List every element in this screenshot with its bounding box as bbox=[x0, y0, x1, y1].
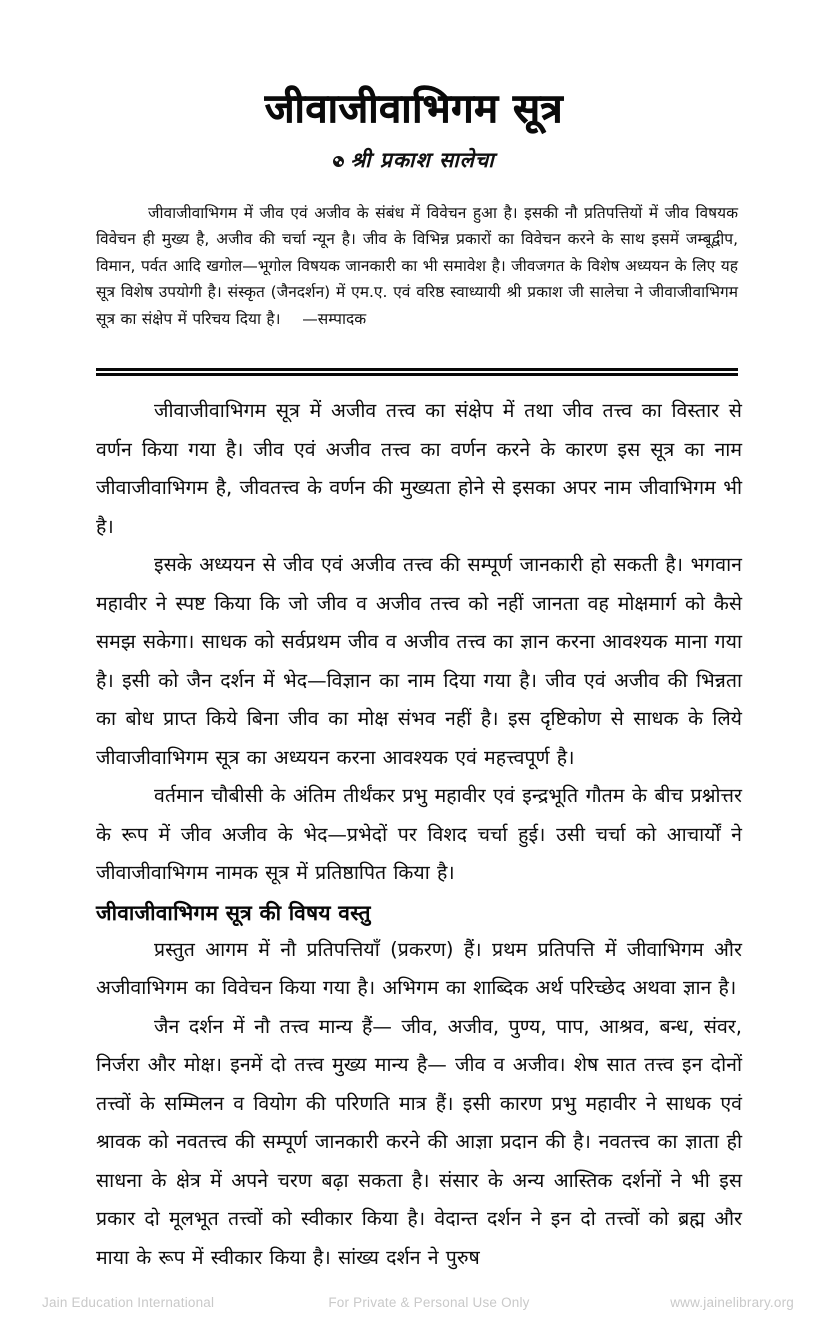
body-paragraph-1: जीवाजीवाभिगम सूत्र में अजीव तत्त्व का संक्षेप में तथा जीव तत्त्व का विस्तार से वर्णन किया गया है। जीव एवं अजीव तत्त्व का वर्णन करने के कारण इस सूत्र का नाम जीवाजीवाभिगम है, जीवतत्त्व के वर्णन की मुख्यता होने से इसका अपर नाम जीवाभिगम भी है। bbox=[96, 399, 742, 538]
editor-credit: —सम्पादक bbox=[302, 309, 367, 328]
page-footer bbox=[0, 1295, 828, 1310]
main-body bbox=[96, 392, 742, 1277]
footer-organization: Jain Education International bbox=[42, 1295, 215, 1310]
body-paragraph-5: जैन दर्शन में नौ तत्त्व मान्य हैं— जीव, अजीव, पुण्य, पाप, आश्रव, बन्ध, संवर, निर्जरा और मोक्ष। इनमें दो तत्त्व मुख्य मान्य है— जीव व अजीव। शेष सात तत्त्व इन दोनों तत्त्वों के सम्मिलन व वियोग की परिणति मात्र हैं। इसी कारण प्रभु महावीर ने साधक एवं श्रावक को नवतत्त्व की सम्पूर्ण जानकारी करने की आज्ञा प्रदान की है। नवतत्त्व का ज्ञाता ही साधना के क्षेत्र में अपने चरण बढ़ा सकता है। संसार के अन्य आस्तिक दर्शनों ने भी इस प्रकार दो मूलभूत तत्त्वों को स्वीकार किया है। वेदान्त दर्शन ने इन दो तत्त्वों को ब्रह्म और माया के रूप में स्वीकार किया है। सांख्य दर्शन ने पुरुष bbox=[96, 1014, 742, 1269]
body-paragraph-2: इसके अध्ययन से जीव एवं अजीव तत्त्व की सम्पूर्ण जानकारी हो सकती है। भगवान महावीर ने स्पष्ट किया कि जो जीव व अजीव तत्त्व को नहीं जानता वह मोक्षमार्ग को कैसे समझ सकेगा। साधक को सर्वप्रथम जीव व अजीव तत्त्व का ज्ञान करना आवश्यक माना गया है। इसी को जैन दर्शन में भेद—विज्ञान का नाम दिया गया है। जीव एवं अजीव की भिन्नता का बोध प्राप्त किये बिना जीव का मोक्ष संभव नहीं है। इस दृष्टिकोण से साधक के लिये जीवाजीवाभिगम सूत्र का अध्ययन करना आवश्यक एवं महत्त्वपूर्ण है। bbox=[96, 553, 742, 769]
divider-rule-bottom bbox=[96, 373, 738, 376]
intro-paragraph bbox=[96, 200, 738, 332]
flower-ornament-icon bbox=[333, 156, 344, 167]
footer-usage-notice: For Private & Personal Use Only bbox=[328, 1295, 530, 1310]
author-name: श्री प्रकाश सालेचा bbox=[350, 148, 495, 172]
section-heading: जीवाजीवाभिगम सूत्र की विषय वस्तु bbox=[96, 900, 371, 925]
footer-website[interactable]: www.jainelibrary.org bbox=[670, 1295, 794, 1310]
editor-introduction bbox=[96, 200, 738, 332]
body-paragraph-4: प्रस्तुत आगम में नौ प्रतिपत्तियाँ (प्रकरण) हैं। प्रथम प्रतिपत्ति में जीवाभिगम और अजीवाभिगम का विवेचन किया गया है। अभिगम का शाब्दिक अर्थ परिच्छेद अथवा ज्ञान है। bbox=[96, 937, 742, 999]
author-byline bbox=[0, 146, 828, 174]
page-title: जीवाजीवाभिगम सूत्र bbox=[264, 86, 564, 132]
intro-text: जीवाजीवाभिगम में जीव एवं अजीव के संबंध में विवेचन हुआ है। इसकी नौ प्रतिपत्तियों में जीव विषयक विवेचन ही मुख्य है, अजीव की चर्चा न्यून है। जीव के विभिन्न प्रकारों का विवेचन करने के साथ इसमें जम्बूद्वीप, विमान, पर्वत आदि खगोल—भूगोल विषयक जानकारी का भी समावेश है। जीवजगत के विशेष अध्ययन के लिए यह सूत्र विशेष उपयोगी है। संस्कृत (जैनदर्शन) में एम.ए. एवं वरिष्ठ स्वाध्यायी श्री प्रकाश जी सालेचा ने जीवाजीवाभिगम सूत्र का संक्षेप में परिचय दिया है। bbox=[96, 204, 738, 328]
body-paragraph-3: वर्तमान चौबीसी के अंतिम तीर्थंकर प्रभु महावीर एवं इन्द्रभूति गौतम के बीच प्रश्नोत्तर के रूप में जीव अजीव के भेद—प्रभेदों पर विशद चर्चा हुई। उसी चर्चा को आचार्यों ने जीवाजीवाभिगम नामक सूत्र में प्रतिष्ठापित किया है। bbox=[96, 784, 742, 884]
title-block bbox=[0, 88, 828, 174]
section-divider bbox=[96, 368, 738, 376]
